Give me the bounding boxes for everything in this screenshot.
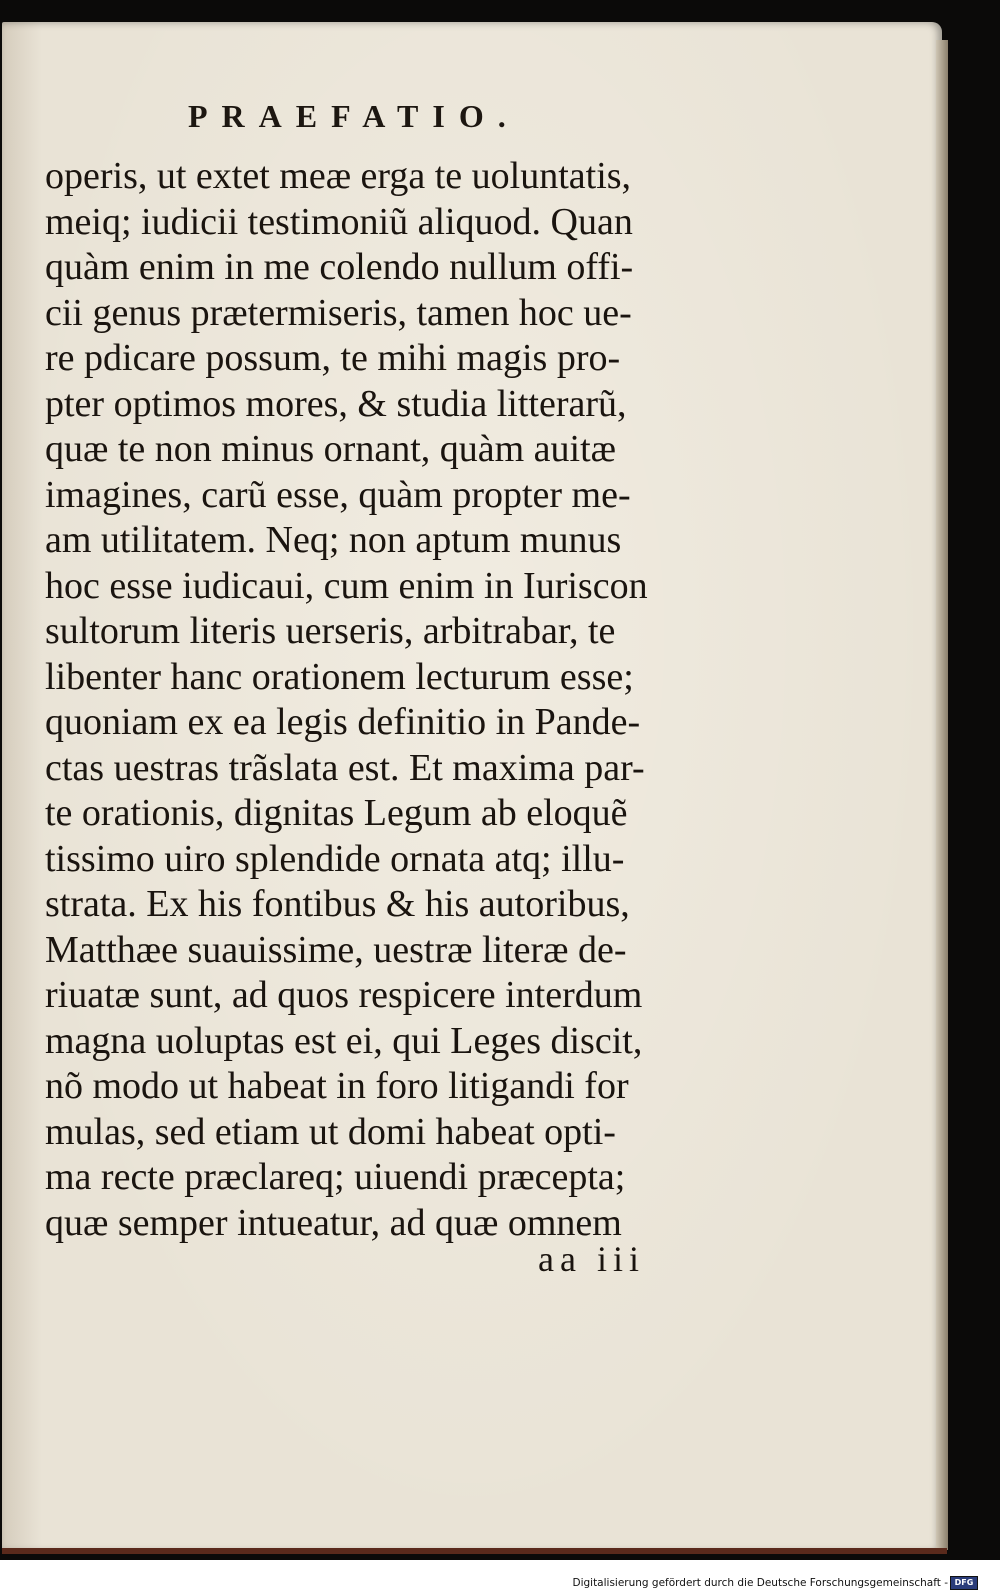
signature-mark: aa iii [538,1239,645,1279]
text-line: ma recte præclareq; uiuendi præcepta; [45,1156,626,1198]
text-line: tissimo uiro splendide ornata atq; illu- [45,837,625,880]
text-line: re pdicare possum, te mihi magis pro- [45,337,621,379]
text-line: te orationis, dignitas Legum ab eloquẽ [45,792,628,834]
text-line: libenter hanc orationem lecturum esse; [45,655,634,698]
text-line: meiq; iudicii testimoniũ aliquod. Quan [45,200,633,243]
text-line: imagines, carũ esse, quàm propter me- [45,473,631,516]
text-line: am utilitatem. Neq; non aptum munus [45,519,622,561]
running-header: PRAEFATIO. [188,98,520,134]
dfg-logo-icon: DFG [950,1576,978,1590]
text-line: sultorum literis uerseris, arbitrabar, te [45,610,616,652]
text-line: nõ modo ut habeat in foro litigandi for [45,1065,629,1107]
text-line: riuatæ sunt, ad quos respicere interdum [45,974,643,1016]
text-line: strata. Ex his fontibus & his autoribus, [45,883,630,925]
text-line: pter optimos mores, & studia litterarũ, [45,382,627,425]
text-line: Matthæe suauissime, uestræ literæ de- [45,928,627,971]
digitization-credit: Digitalisierung gefördert durch die Deutsche Forschungsgemeinschaft - [572,1577,948,1589]
text-line: mulas, sed etiam ut domi habeat opti- [45,1110,616,1153]
text-line: quæ semper intueatur, ad quæ omnem [45,1201,622,1244]
text-line: quàm enim in me colendo nullum offi- [45,246,634,288]
text-line: cii genus prætermiseris, tamen hoc ue- [45,291,632,334]
page-fore-edge [936,40,948,1550]
body-text [45,154,705,1246]
book-bottom-edge [2,1548,947,1554]
text-line: hoc esse iudicaui, cum enim in Iuriscon [45,564,648,607]
text-line: quoniam ex ea legis definitio in Pande- [45,701,641,743]
text-line: operis, ut extet meæ erga te uoluntatis, [45,155,632,197]
text-line: magna uoluptas est ei, qui Leges discit, [45,1019,643,1062]
text-line: quæ te non minus ornant, quàm auitæ [45,428,617,470]
text-line: ctas uestras trãslata est. Et maxima par- [45,746,645,789]
